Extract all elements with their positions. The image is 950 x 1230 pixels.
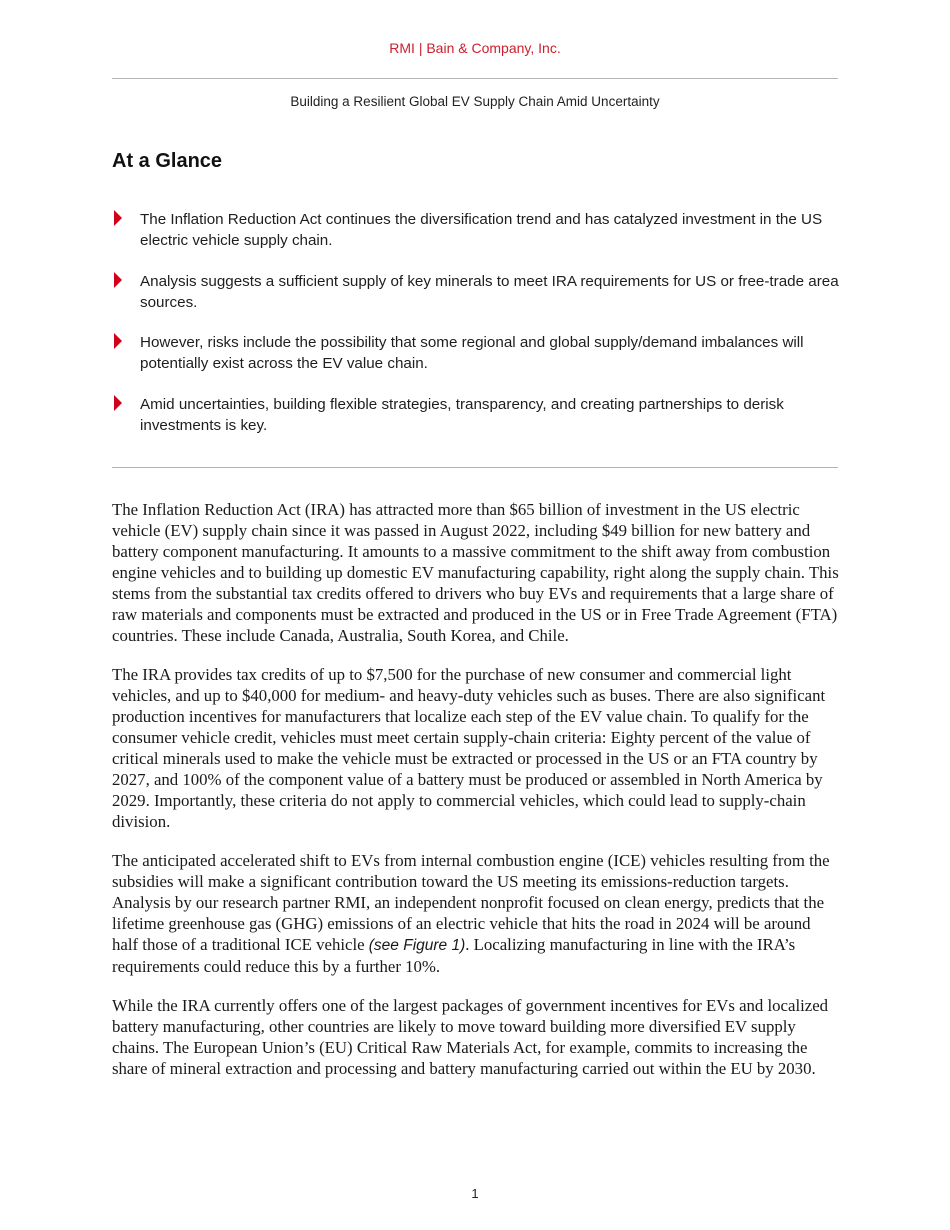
header-divider xyxy=(112,78,838,79)
glance-bullet xyxy=(112,394,842,436)
glance-bullet xyxy=(112,271,842,313)
glance-bullet-text: The Inflation Reduction Act continues the diversification trend and has catalyzed investment in the US electric vehicle supply chain. xyxy=(140,211,823,249)
triangle-right-icon xyxy=(114,210,122,226)
glance-bullet-text: Amid uncertainties, building flexible strategies, transparency, and creating partnerships to derisk investments is key. xyxy=(140,395,784,434)
glance-bullet-text: However, risks include the possibility that some regional and global supply/demand imbalances will potentially exist across the EV value chain. xyxy=(140,334,804,372)
figure-reference: (see Figure 1) xyxy=(368,937,466,954)
triangle-right-icon xyxy=(114,272,122,288)
paragraph-text: . Localizing manufacturing in line with the IRA’s requirements could reduce this by a further 10%. xyxy=(112,935,796,976)
triangle-right-icon xyxy=(114,395,122,411)
triangle-right-icon xyxy=(114,333,122,349)
paragraph xyxy=(112,850,840,977)
paragraph: The IRA provides tax credits of up to $7,500 for the purchase of new consumer and commercial light vehicles, and up to $40,000 for medium- and heavy-duty vehicles such as buses. There are also significant production incentives for manufacturers that localize each step of the EV value chain. To qualify for the consumer vehicle credit, vehicles must meet certain supply-chain criteria: Eighty percent of the value of critical minerals used to make the vehicle must be extracted or processed in the US or an FTA country by 2027, and 100% of the component value of a battery must be produced or assembled in North America by 2029. Importantly, these criteria do not apply to commercial vehicles, which could lead to supply-chain division. xyxy=(112,665,826,831)
header-organization: RMI | Bain & Company, Inc. xyxy=(389,40,561,56)
document-title: Building a Resilient Global EV Supply Chain Amid Uncertainty xyxy=(290,94,660,109)
glance-bullet xyxy=(112,332,842,374)
page-number: 1 xyxy=(471,1186,479,1201)
at-a-glance-list xyxy=(112,209,842,455)
body-text xyxy=(112,499,840,1097)
glance-bullet-text: Analysis suggests a sufficient supply of key minerals to meet IRA requirements for US or free-trade area sources. xyxy=(140,272,839,311)
at-a-glance-heading: At a Glance xyxy=(112,150,223,172)
glance-bullet xyxy=(112,209,842,251)
section-divider xyxy=(112,467,838,468)
paragraph: While the IRA currently offers one of the largest packages of government incentives for EVs and localized battery manufacturing, other countries are likely to move toward building more diversified EV supply chains. The European Union’s (EU) Critical Raw Materials Act, for example, commits to increasing the share of mineral extraction and processing and battery manufacturing carried out within the EU by 2030. xyxy=(112,996,829,1078)
paragraph-text: The anticipated accelerated shift to EVs from internal combustion engine (ICE) vehicles resulting from the subsidies will make a significant contribution toward the US meeting its emissions-reduction targets. Analysis by our research partner RMI, an independent nonprofit focused on clean energy, predicts that the lifetime greenhouse gas (GHG) emissions of an electric vehicle that hits the road in 2024 will be around half those of a traditional ICE vehicle xyxy=(112,851,830,954)
paragraph: The Inflation Reduction Act (IRA) has attracted more than $65 billion of investment in the US electric vehicle (EV) supply chain since it was passed in August 2022, including $49 billion for new battery and battery component manufacturing. It amounts to a massive commitment to the shift away from combustion engine vehicles and to building up domestic EV manufacturing capability, right along the supply chain. This stems from the substantial tax credits offered to drivers who buy EVs and requirements that a large share of raw materials and components must be extracted and produced in the US or in Free Trade Agreement (FTA) countries. These include Canada, Australia, South Korea, and Chile. xyxy=(112,500,839,645)
